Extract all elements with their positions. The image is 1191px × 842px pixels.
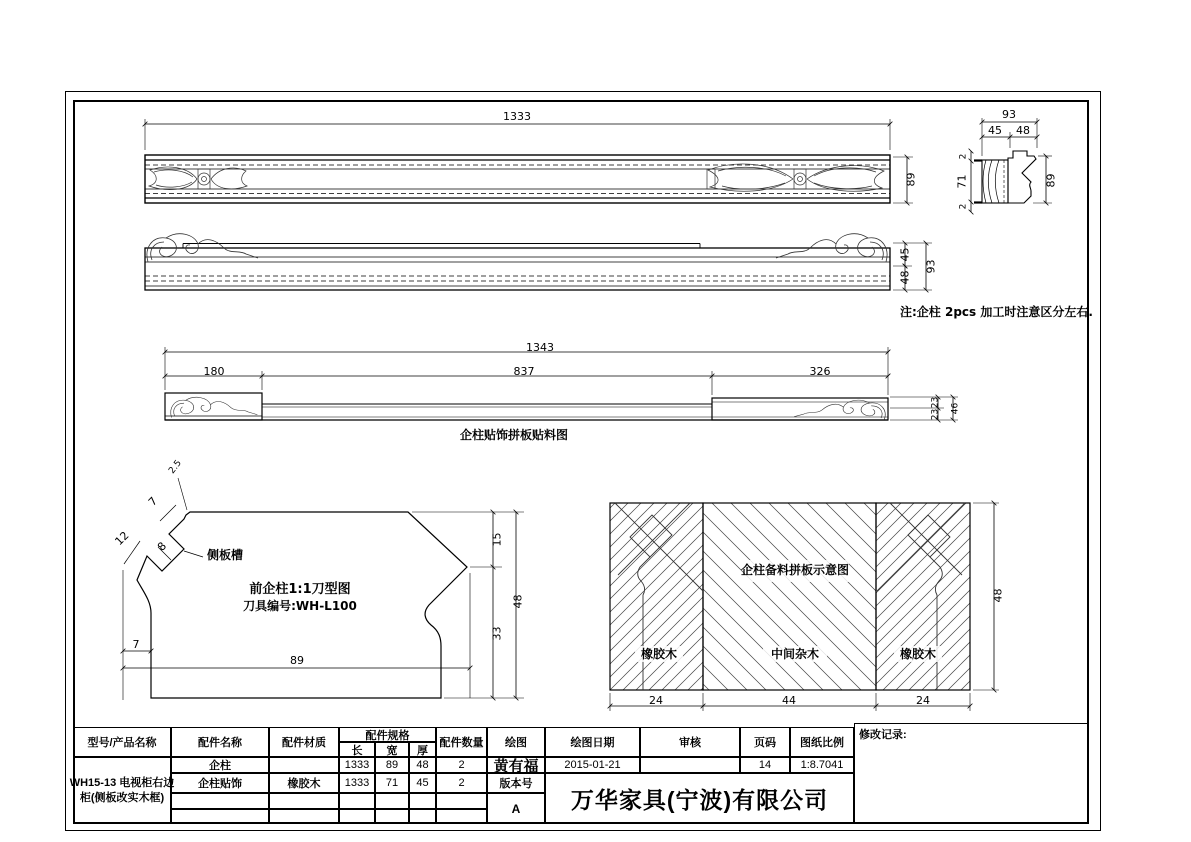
dim-profile-lip: 2.5 [167, 458, 184, 476]
part-name-row2: 企柱贴饰 [171, 773, 269, 793]
header-model: 型号/产品名称 [73, 727, 171, 757]
veneer-linework [165, 393, 888, 420]
audit-value [640, 757, 740, 773]
thickness-row4 [409, 809, 436, 824]
product-name-line1: WH15-13 电视柜右边 [69, 776, 175, 789]
blank-wood-middle: 中间杂木 [770, 647, 819, 661]
revision-box [854, 723, 1089, 824]
width-row1: 89 [375, 757, 409, 773]
material-row4 [269, 809, 339, 824]
revision-label: 修改记录: [859, 729, 907, 741]
dim-profile-height: 48 [511, 594, 525, 609]
blank-panel [610, 503, 970, 690]
dim-profile-notch-top: 15 [490, 532, 504, 547]
header-width: 宽 [375, 742, 409, 757]
dim-profile-groove-w: 8 [154, 539, 170, 554]
length-row2: 1333 [339, 773, 375, 793]
dim-section-right-width: 48 [1016, 124, 1030, 137]
dim-blank-height: 48 [991, 588, 1005, 603]
dim-section-lip-top: 2 [958, 153, 969, 160]
length-row4 [339, 809, 375, 824]
groove-label: 侧板槽 [207, 548, 244, 562]
veneer-dims [165, 347, 958, 420]
thickness-row1: 48 [409, 757, 436, 773]
qty-row4 [436, 809, 487, 824]
material-row2: 橡胶木 [269, 773, 339, 793]
dim-blank-w1: 24 [649, 694, 663, 707]
part-name-row1: 企柱 [171, 757, 269, 773]
header-thickness: 厚 [409, 742, 436, 757]
version-label: 版本号 [487, 773, 545, 793]
dim-profile-notch-bottom: 33 [490, 626, 504, 641]
top-view-linework [145, 155, 890, 203]
dim-section-middle: 71 [955, 174, 969, 189]
length-row1: 1333 [339, 757, 375, 773]
dim-top-length: 1333 [503, 110, 531, 123]
profile-tool-number: 刀具编号:WH-L100 [243, 599, 357, 613]
thickness-row2: 45 [409, 773, 436, 793]
profile-title: 前企柱1:1刀型图 [249, 582, 351, 597]
thickness-row3 [409, 793, 436, 809]
qty-row2: 2 [436, 773, 487, 793]
scale-value: 1:8.7041 [790, 757, 854, 773]
dim-profile-edge2: 12 [112, 528, 132, 549]
blank-wood-right: 橡胶木 [899, 647, 936, 661]
dim-side-upper: 45 [898, 247, 912, 262]
dim-profile-width: 89 [290, 654, 304, 667]
company-name: 万华家具(宁波)有限公司 [545, 773, 854, 824]
dim-veneer-t2: 23 [930, 408, 941, 421]
dim-section-total-width: 93 [1002, 108, 1016, 121]
dim-veneer-seg3: 326 [809, 365, 831, 378]
dim-section-lip-bottom: 2 [958, 203, 969, 210]
version-value: A [487, 793, 545, 824]
page-value: 14 [740, 757, 790, 773]
dim-veneer-seg1: 180 [203, 365, 225, 378]
blank-panel-title: 企柱备料拼板示意图 [740, 563, 849, 577]
product-name-cell [69, 757, 175, 824]
header-material: 配件材质 [269, 727, 339, 757]
header-page: 页码 [740, 727, 790, 757]
date-value: 2015-01-21 [545, 757, 640, 773]
material-row1 [269, 757, 339, 773]
machining-note: 注:企柱 2pcs 加工时注意区分左右. [900, 305, 1093, 319]
dim-profile-edge1: 7 [145, 494, 161, 509]
dim-veneer-seg2: 837 [513, 365, 535, 378]
blank-wood-left: 橡胶木 [640, 647, 677, 661]
qty-row1: 2 [436, 757, 487, 773]
header-audit: 审核 [640, 727, 740, 757]
drawer-name: 黄有福 [487, 757, 545, 773]
header-qty: 配件数量 [436, 727, 487, 757]
header-length: 长 [339, 742, 375, 757]
dim-profile-step: 7 [132, 638, 140, 651]
dim-side-lower: 48 [898, 270, 912, 285]
dim-veneer-total: 1343 [526, 341, 554, 354]
dim-veneer-t1: 23 [930, 396, 941, 409]
dim-blank-w3: 24 [916, 694, 930, 707]
header-part: 配件名称 [171, 727, 269, 757]
width-row4 [375, 809, 409, 824]
dim-top-height: 89 [904, 172, 918, 187]
part-name-row4 [171, 809, 269, 824]
top-view-dims [145, 119, 913, 203]
dim-blank-w2: 44 [782, 694, 796, 707]
header-date: 绘图日期 [545, 727, 640, 757]
width-row2: 71 [375, 773, 409, 793]
qty-row3 [436, 793, 487, 809]
dim-section-left-width: 45 [988, 124, 1002, 137]
header-draw: 绘图 [487, 727, 545, 757]
dim-side-total: 93 [924, 259, 938, 274]
dim-section-height: 89 [1044, 173, 1058, 188]
product-name-line2: 柜(侧板改实木框) [79, 791, 165, 804]
veneer-view-title: 企柱贴饰拼板贴料图 [459, 428, 568, 442]
dim-veneer-total-t: 46 [950, 402, 961, 415]
width-row3 [375, 793, 409, 809]
header-scale: 图纸比例 [790, 727, 854, 757]
part-name-row3 [171, 793, 269, 809]
section-linework [974, 151, 1036, 203]
material-row3 [269, 793, 339, 809]
side-view-linework [145, 234, 890, 290]
header-spec: 配件规格 [339, 727, 436, 742]
length-row3 [339, 793, 375, 809]
